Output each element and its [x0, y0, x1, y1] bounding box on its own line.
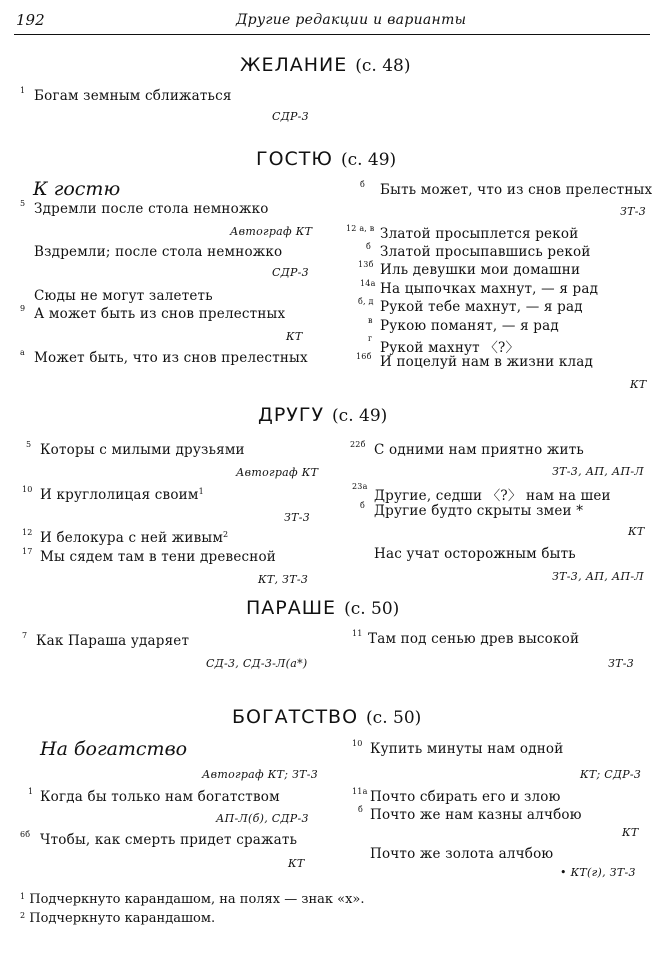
variant-line: б Почто же нам казны алчбою [358, 805, 582, 823]
variant-line: 7 Как Параша ударяет [22, 631, 190, 649]
variant-line: 6б Чтобы, как смерть придет сражать [20, 830, 298, 848]
variant-line: б, д Рукой тебе махнут, — я рад [358, 297, 583, 315]
source-siglum: КТ [628, 525, 645, 538]
header-rule [14, 34, 650, 35]
variant-line: а Может быть, что из снов прелестных [20, 348, 308, 366]
variant-line: 1 Когда бы только нам богатством [28, 787, 280, 805]
source-siglum: КТ [622, 826, 639, 839]
variant-line: 10 И круглолицая своим$^1$ [22, 485, 204, 503]
variant-line: б Другие будто скрыты змеи * [360, 501, 584, 519]
source-siglum: КТ [288, 857, 305, 870]
source-siglum: ЗТ-3 [284, 511, 311, 524]
variant-heading: К гостю [33, 178, 121, 200]
section-title-zhelanie: ЖЕЛАНИЕ (с. 48) [240, 54, 411, 76]
variant-line: г Рукой махнут 〈?〉 [368, 334, 520, 356]
source-siglum: КТ; СДР-3 [580, 768, 642, 781]
variant-line: 11 Там под сенью древ высокой [352, 629, 580, 647]
variant-line: 12 а, в Златой просыплется рекой [346, 224, 579, 242]
source-siglum: • КТ(г), ЗТ-3 [560, 866, 636, 879]
source-siglum: КТ, ЗТ-3 [258, 573, 309, 586]
source-siglum: СДР-3 [272, 266, 309, 279]
variant-heading: На богатство [40, 738, 188, 760]
variant-line: б Быть может, что из снов прелестных [360, 180, 653, 198]
variant-line: 12 И белокура с ней живым$^2$ [22, 528, 229, 546]
source-siglum: Автограф КТ [230, 225, 313, 238]
footnote: $^1$ Подчеркнуто карандашом, на полях — знак «х». [20, 892, 365, 907]
page-number: 192 [16, 11, 45, 29]
variant-line: 11а Почто сбирать его и злою [352, 787, 561, 805]
variant-line: 22б С одними нам приятно жить [350, 440, 584, 458]
section-title-bogatstvo: БОГАТСТВО (с. 50) [232, 706, 422, 728]
variant-line: Нас учат осторожным быть [374, 546, 576, 562]
section-title-parashe: ПАРАШЕ (с. 50) [246, 597, 400, 619]
source-siglum: ЗТ-3, АП, АП-Л [552, 465, 644, 478]
source-siglum: КТ [630, 378, 647, 391]
source-siglum: Автограф КТ; ЗТ-3 [202, 768, 319, 781]
source-siglum: ЗТ-3 [608, 657, 635, 670]
source-siglum: ЗТ-3, АП, АП-Л [552, 570, 644, 583]
variant-line: 9 А может быть из снов прелестных [20, 304, 286, 322]
running-title: Другие редакции и варианты [236, 12, 467, 28]
source-siglum: КТ [286, 330, 303, 343]
section-title-gostyu: ГОСТЮ (с. 49) [256, 148, 397, 170]
section-title-drugu: ДРУГУ (с. 49) [258, 404, 388, 426]
variant-line: в Рукою поманят, — я рад [368, 316, 559, 334]
footnote: $^2$ Подчеркнуто карандашом. [20, 911, 216, 926]
variant-line: 10 Купить минуты нам одной [352, 739, 564, 757]
source-siglum: АП-Л(б), СДР-3 [216, 812, 309, 825]
source-siglum: Автограф КТ [236, 466, 319, 479]
source-siglum: ЗТ-3 [620, 205, 647, 218]
variant-line: б Златой просыпавшись рекой [366, 242, 591, 260]
variant-line: 5 Которы с милыми друзьями [26, 440, 245, 458]
variant-line: 16б И поцелуй нам в жизни клад [356, 352, 594, 370]
variant-line: Вздремли; после стола немножко [34, 244, 283, 260]
source-siglum: СД-3, СД-3-Л(а*) [206, 657, 308, 670]
variant-line: 5 Здремли после стола немножко [20, 199, 269, 217]
variant-line: 14а На цыпочках махнут, — я рад [360, 279, 599, 297]
variant-line: Сюды не могут залететь [34, 288, 213, 304]
variant-line: Почто же золота алчбою [370, 846, 554, 862]
variant-line: 1 Богам земным сближаться [20, 86, 232, 104]
source-siglum: СДР-3 [272, 110, 309, 123]
variant-line: 13б Иль девушки мои домашни [358, 260, 581, 278]
variant-line: 23а Другие, седши 〈?〉 нам на шеи [352, 482, 611, 504]
variant-line: 17 Мы сядем там в тени древесной [22, 547, 276, 565]
